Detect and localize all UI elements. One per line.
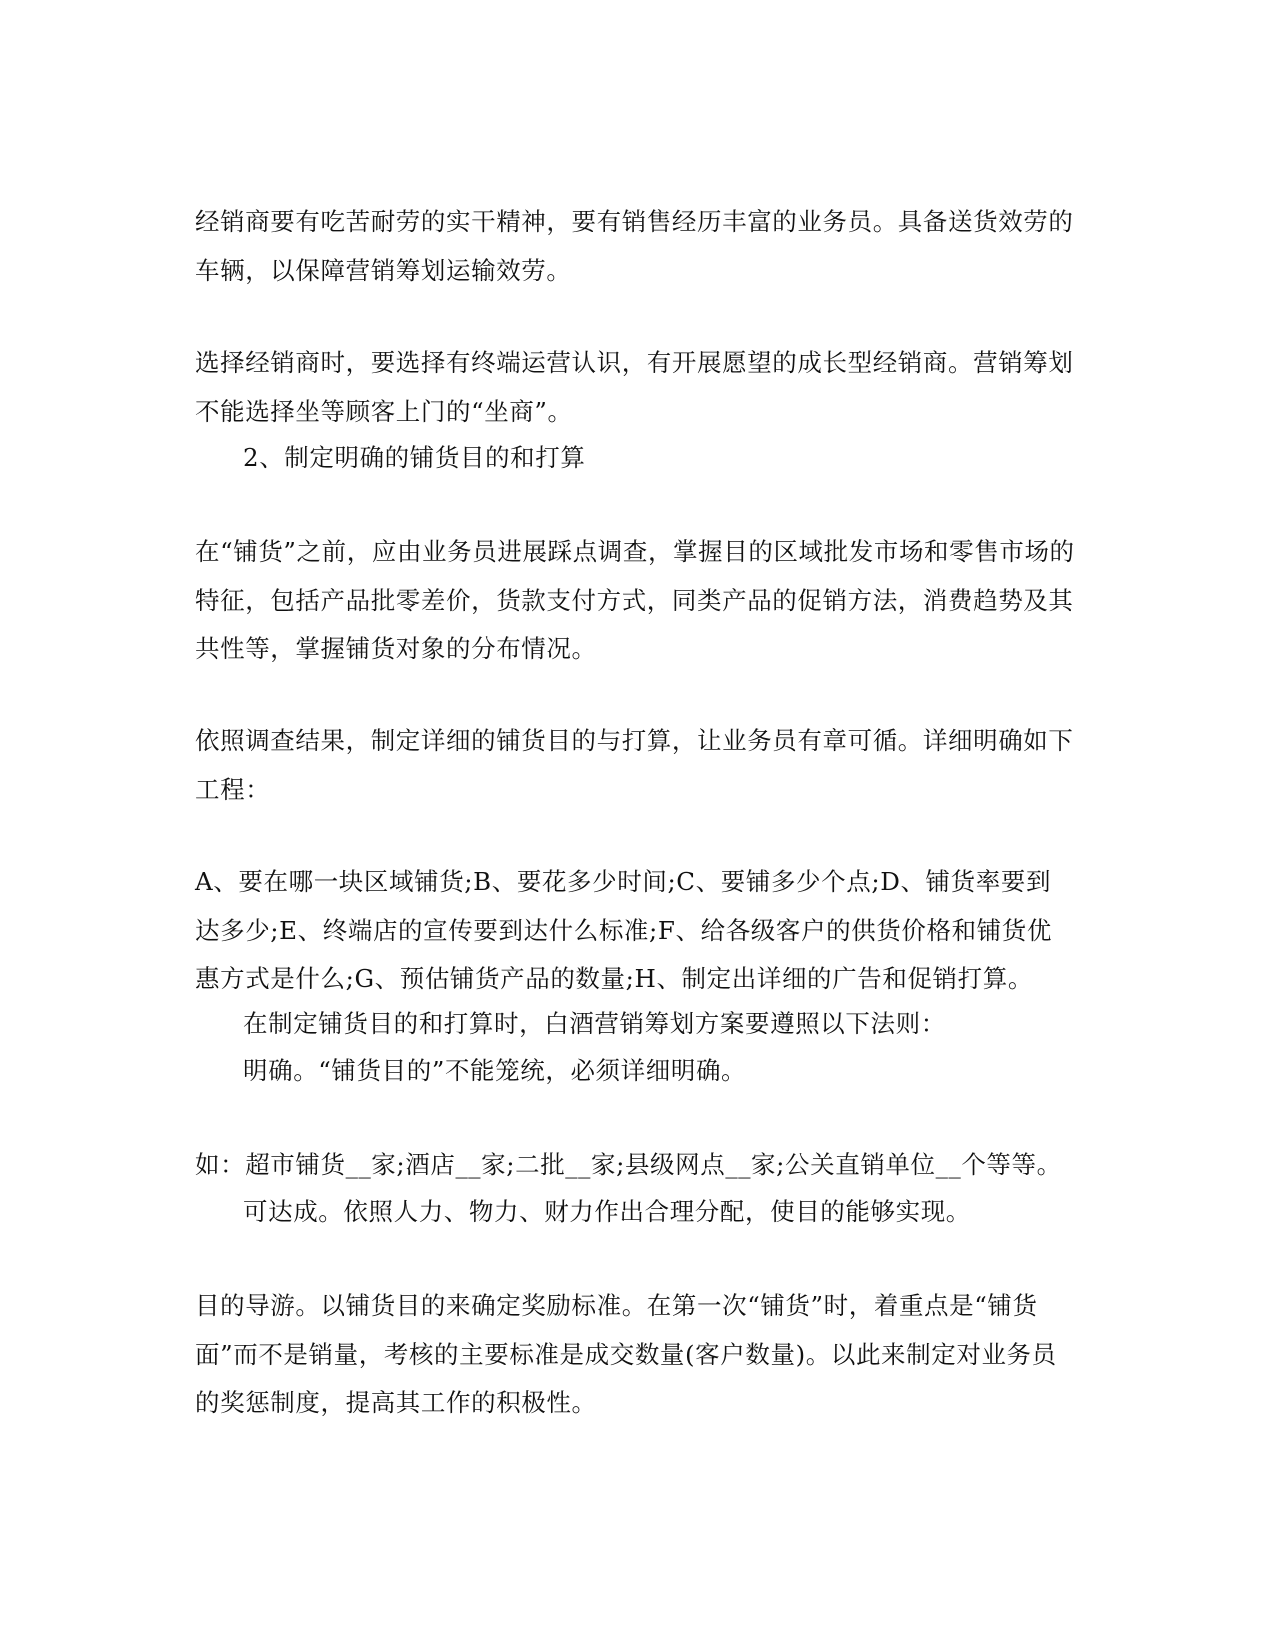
paragraph-principles: 在制定铺货目的和打算时，白酒营销筹划方案要遵照以下法则： <box>243 1009 946 1038</box>
section-heading-2: 2、制定明确的铺货目的和打算 <box>243 443 586 472</box>
paragraph-clear: 明确。“铺货目的”不能笼统，必须详细明确。 <box>243 1056 747 1085</box>
paragraph-example: 如：超市铺货__家;酒店__家;二批__家;县级网点__家;公关直销单位__个等等。 <box>195 1150 1062 1179</box>
paragraph-items: A、要在哪一块区域铺货;B、要花多少时间;C、要铺多少个点;D、铺货率要到达多少;E、终端店的宣传要到达什么标准;F、给各级客户的供货价格和铺货优惠方式是什么;G、预估铺货产品的数量;H、制定出详细的广告和促销打算。 <box>195 867 1052 993</box>
paragraph-achievable: 可达成。依照人力、物力、财力作出合理分配，使目的能够实现。 <box>243 1197 971 1226</box>
paragraph-goal-oriented: 目的导游。以铺货目的来确定奖励标准。在第一次“铺货”时，着重点是“铺货面”而不是销量，考核的主要标准是成交数量(客户数量)。以此来制定对业务员的奖惩制度，提高其工作的积极性。 <box>195 1291 1057 1417</box>
paragraph-dealer-selection: 选择经销商时，要选择有终端运营认识，有开展愿望的成长型经销商。营销筹划不能选择坐等顾客上门的“坐商”。 <box>195 348 1074 426</box>
paragraph-survey: 在“铺货”之前，应由业务员进展踩点调查，掌握目的区域批发市场和零售市场的特征，包括产品批零差价，货款支付方式，同类产品的促销方法，消费趋势及其共性等，掌握铺货对象的分布情况。 <box>195 537 1075 663</box>
paragraph-plan: 依照调查结果，制定详细的铺货目的与打算，让业务员有章可循。详细明确如下工程： <box>195 726 1074 804</box>
paragraph-dealer-staff: 经销商要有吃苦耐劳的实干精神，要有销售经历丰富的业务员。具备送货效劳的车辆，以保障营销筹划运输效劳。 <box>195 207 1074 285</box>
